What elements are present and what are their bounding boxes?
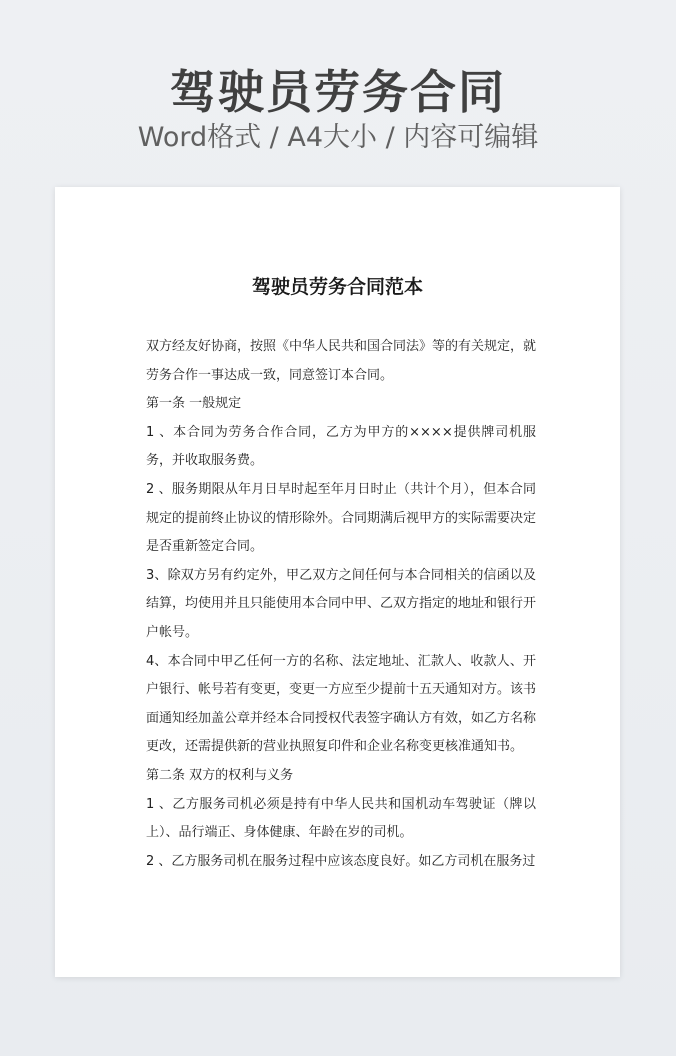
paragraph-1-1: 1 、本合同为劳务合作合同，乙方为甲方的××××提供牌司机服务，并收取服务费。 xyxy=(146,424,536,469)
paragraph-2-1: 1 、乙方服务司机必须是持有中华人民共和国机动车驾驶证（牌以上）、品行端正、身体健康、年龄在岁的司机。 xyxy=(146,796,536,841)
paragraph-1-4: 4、本合同中甲乙任何一方的名称、法定地址、汇款人、收款人、开户银行、帐号若有变更，变更一方应至少提前十五天通知对方。该书面通知经加盖公章并经本合同授权代表签字确认方有效，如乙方名称更改，还需提供新的营业执照复印件和企业名称变更核准通知书。 xyxy=(146,653,537,755)
page-subtitle: Word格式 / A4大小 / 内容可编辑 xyxy=(137,122,539,153)
page-title: 驾驶员劳务合同 xyxy=(170,65,506,119)
heading-article-2: 第二条 双方的权利与义务 xyxy=(146,767,294,783)
document-title: 驾驶员劳务合同范本 xyxy=(251,276,423,298)
heading-article-1: 第一条 一般规定 xyxy=(146,396,242,412)
document-page xyxy=(55,187,620,977)
paragraph-intro: 双方经友好协商，按照《中华人民共和国合同法》等的有关规定，就劳务合作一事达成一致，同意签订本合同。 xyxy=(146,339,537,383)
document-body xyxy=(146,333,536,876)
page-header xyxy=(0,0,676,186)
paragraph-1-2: 2 、服务期限从年月日早时起至年月日时止（共计个月），但本合同规定的提前终止协议的情形除外。合同期满后视甲方的实际需要决定是否重新签定合同。 xyxy=(146,481,537,555)
paragraph-1-3: 3、除双方另有约定外，甲乙双方之间任何与本合同相关的信函以及结算，均使用并且只能使用本合同中甲、乙双方指定的地址和银行开户帐号。 xyxy=(146,567,537,640)
paragraph-2-2: 2 、乙方服务司机在服务过程中应该态度良好。如乙方司机在服务过 xyxy=(146,853,536,869)
